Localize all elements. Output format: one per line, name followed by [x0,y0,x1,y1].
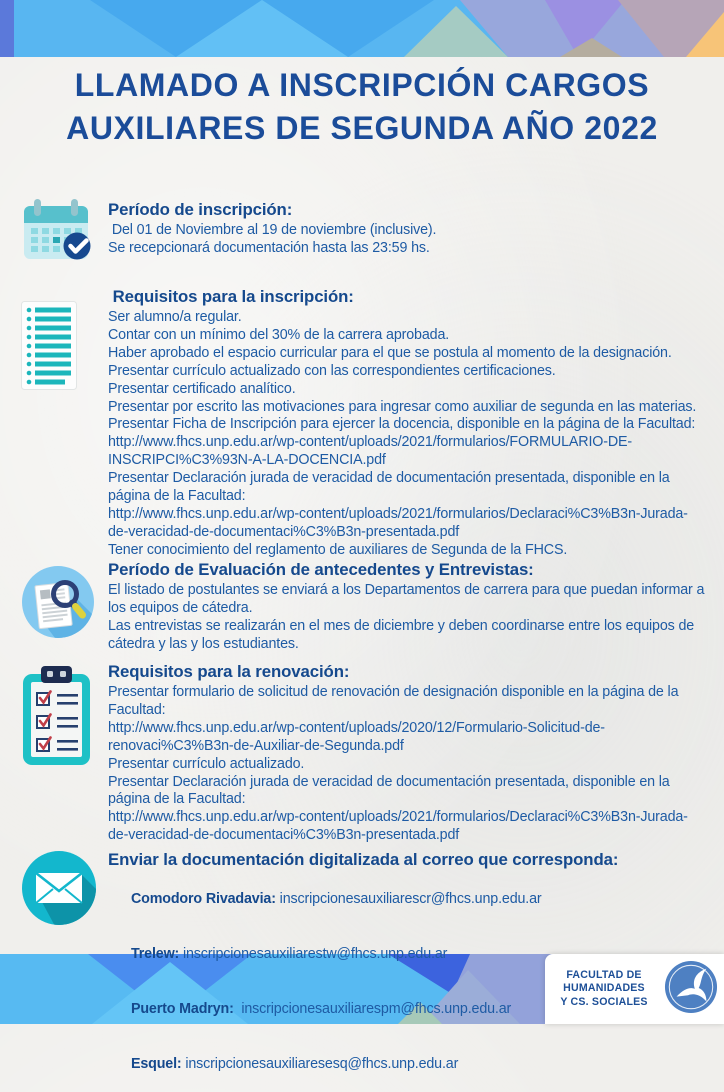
section-heading: Requisitos para la inscripción: [108,287,354,306]
section-heading: Enviar la documentación digitalizada al correo que corresponda: [108,850,619,869]
university-albatross-logo-icon [664,960,718,1019]
section-periodo-inscripcion [0,200,724,258]
section-line: los equipos de cátedra. [108,599,253,616]
section-line: Ser alumno/a regular. [108,309,242,325]
section-line-url: renovaci%C3%B3n-de-Auxiliar-de-Segunda.pdf [108,737,404,754]
contact-email: inscripcionesauxiliarestw@fhcs.unp.edu.ar [179,946,448,963]
section-heading: Requisitos para la renovación: [108,662,350,681]
contact-email: inscripcionesauxiliaresesq@fhcs.unp.edu.ar [181,1055,459,1072]
section-line: Presentar Declaración jurada de veracidad de documentación presentada, disponible en la [108,470,670,487]
mail-icon [20,848,98,933]
section-line: Tener conocimiento del reglamento de auxiliares de Segunda de la FHCS. [108,541,568,558]
section-line: Presentar certificado analítico. [108,380,296,397]
section-line: página de la Facultad: [108,791,246,808]
clipboard-check-icon [20,663,94,774]
section-line: Del 01 de Noviembre al 19 de noviembre (inclusive). [108,222,437,238]
top-decorative-band [0,0,724,57]
section-line: Presentar formulario de solicitud de renovación de designación disponible en la página de la [108,684,679,700]
page-title [0,64,724,150]
calendar-check-icon [20,196,96,269]
contact-line [108,1037,718,1092]
section-line-url: http://www.fhcs.unp.edu.ar/wp-content/uploads/2021/formularios/Declaraci%C3%B3n-Jurada- [108,505,688,522]
section-line: Presentar Declaración jurada de veracidad de documentación presentada, disponible en la [108,773,670,790]
section-line: Facultad: [108,701,166,718]
section-line: cátedra y las y los estudiantes. [108,635,299,652]
title-line-2: AUXILIARES DE SEGUNDA AÑO 2022 [66,110,658,146]
section-line: Presentar Ficha de Inscripción para ejercer la docencia, disponible en la página de la Facultad: [108,416,696,433]
section-line: Presentar por escrito las motivaciones para ingresar como auxiliar de segunda en las materias. [108,398,697,415]
faculty-name: FACULTAD DE HUMANIDADES Y CS. SOCIALES [560,968,648,1008]
section-line: El listado de postulantes se enviará a los Departamentos de carrera para que puedan informar a [108,582,705,598]
section-line: Las entrevistas se realizarán en el mes de diciembre y deben coordinarse entre los equipos de [108,617,695,634]
faculty-card [545,954,724,1024]
section-heading: Período de Evaluación de antecedentes y Entrevistas: [108,560,534,579]
contact-city-label: Comodoro Rivadavia: [130,891,276,908]
section-line-url: INSCRIPCI%C3%93N-A-LA-DOCENCIA.pdf [108,452,386,469]
contact-city-label: Trelew: [130,946,180,963]
section-line: Presentar currículo actualizado. [108,755,305,772]
contact-city-label: Puerto Madryn: [130,1001,234,1018]
section-requisitos-renovacion [0,662,724,845]
section-line-url: http://www.fhcs.unp.edu.ar/wp-content/uploads/2021/formularios/Declaraci%C3%B3n-Jurada- [108,809,688,826]
section-line-url: de-veracidad-de-documentaci%C3%B3n-presentada.pdf [108,827,460,844]
section-line: Se recepcionará documentación hasta las 23:59 hs. [108,239,430,256]
contact-line [108,872,718,927]
section-line: página de la Facultad: [108,488,246,505]
checklist-lines-icon [20,300,80,397]
document-search-icon [20,564,96,645]
title-line-1: LLAMADO A INSCRIPCIÓN CARGOS [74,67,650,103]
section-line: Haber aprobado el espacio curricular para el que se postula al momento de la designación. [108,344,672,361]
section-periodo-evaluacion [0,560,724,654]
section-line-url: de-veracidad-de-documentaci%C3%B3n-presentada.pdf [108,523,460,540]
contact-email: inscripcionesauxiliarescr@fhcs.unp.edu.ar [275,891,542,908]
section-line-url: http://www.fhcs.unp.edu.ar/wp-content/uploads/2020/12/Formulario-Solicitud-de- [108,719,605,736]
section-requisitos-inscripcion [0,287,724,560]
contact-email: inscripcionesauxiliarespm@fhcs.unp.edu.ar [233,1001,512,1018]
section-line: Contar con un mínimo del 30% de la carrera aprobada. [108,326,450,343]
section-heading: Período de inscripción: [108,200,293,219]
section-line: Presentar currículo actualizado con las correspondientes certificaciones. [108,362,556,379]
contact-city-label: Esquel: [130,1055,182,1072]
section-line-url: http://www.fhcs.unp.edu.ar/wp-content/uploads/2021/formularios/FORMULARIO-DE- [108,434,633,451]
